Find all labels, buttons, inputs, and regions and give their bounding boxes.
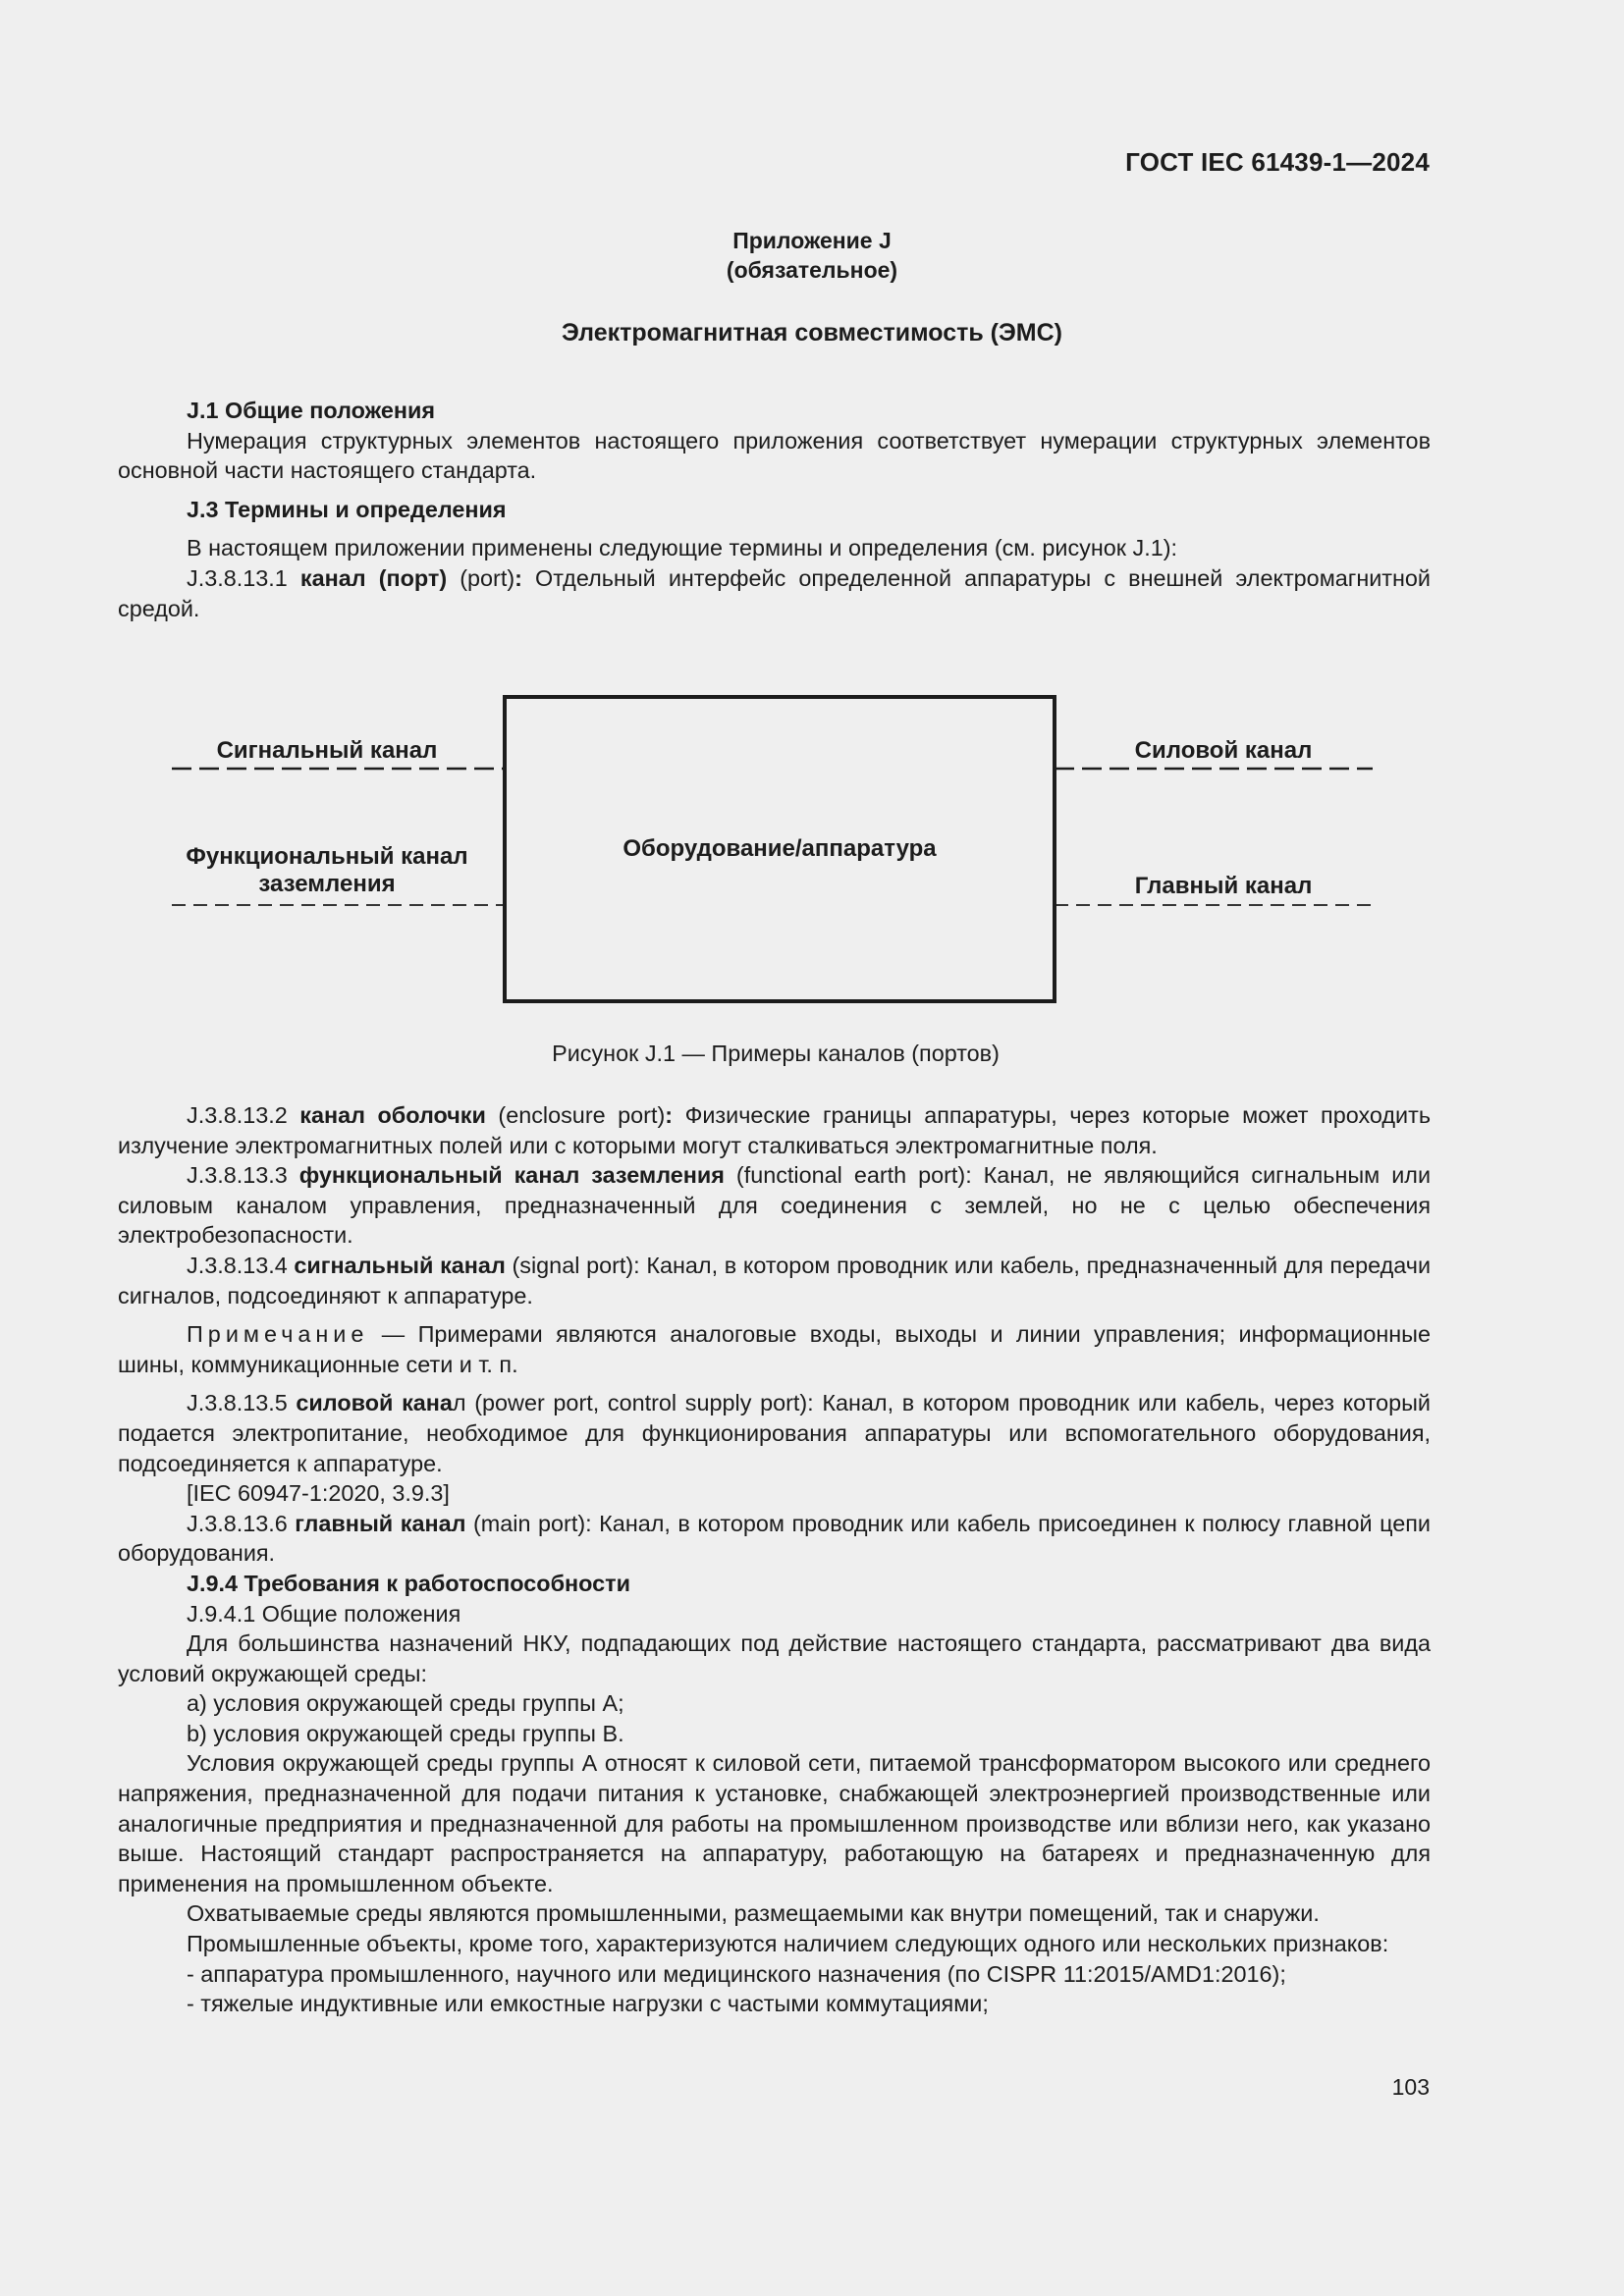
power-port-label: Силовой канал [1134,737,1313,764]
annex-status: (обязательное) [726,257,898,283]
page-number: 103 [1391,2074,1430,2100]
paragraph-j94-4: Промышленные объекты, кроме того, характеризуются наличием следующих одного или нескольких признаков: [187,1931,1389,1957]
dash-item-2: - тяжелые индуктивные или емкостные нагрузки с частыми коммутациями; [187,1991,989,2017]
body-block-1 [118,396,1431,623]
subsection-heading-j941: J.9.4.1 Общие положения [187,1600,461,1627]
figure-caption: Рисунок J.1 — Примеры каналов (портов) [552,1041,1000,1066]
signal-port-label: Сигнальный канал [216,737,438,764]
paragraph-j1: Нумерация структурных элементов настоящего приложения соответствует нумерации структурных элементов основной части настоящего стандарта. [118,427,1431,484]
section-heading-j1: J.1 Общие положения [187,398,436,423]
section-heading-j3: J.3 Термины и определения [187,496,507,522]
term-j3-8-13-3: J.3.8.13.3 функциональный канал заземления (functional earth port): Канал, не являющийся сигнальным или силовым каналом управления, предназначенный для соединения с землей, но не с целью обеспечения электробезопасности. [118,1162,1432,1249]
functional-earth-port-label-1: Функциональный канал [186,843,468,870]
note-text: — Примерами являются аналоговые входы, выходы и линии управления; информационные шины, коммуникационные сети и т. п. [118,1321,1431,1377]
functional-earth-port-label-2: заземления [258,871,396,897]
term-j3-8-13-5: J.3.8.13.5 силовой канал (power port, control supply port): Канал, в котором проводник или кабель, через который подается электропитание, необходимое для функционирования аппаратуры или вспомогательного оборудования, подсоединяется к аппаратуре. [118,1390,1431,1476]
dash-item-1: - аппаратура промышленного, научного или медицинского назначения (по CISPR 11:2015/AMD1:2016); [187,1960,1286,1987]
body-block-2 [118,1100,1431,2019]
figure-j1 [0,677,1624,1021]
annex-label: Приложение J [732,228,892,253]
port-diagram [0,677,1624,1021]
note-label: Примечание [187,1321,369,1348]
annex-title: Электромагнитная совместимость (ЭМС) [562,319,1062,347]
note-paragraph [118,1319,1431,1379]
standard-id: ГОСТ IEC 61439-1—2024 [1125,147,1430,177]
annex-heading [0,226,1624,285]
list-item-b: b) условия окружающей среды группы В. [187,1720,624,1746]
paragraph-j3-intro: В настоящем приложении применены следующие термины и определения (см. рисунок J.1): [187,535,1177,561]
equipment-label: Оборудование/аппаратура [623,835,937,862]
list-item-a: a) условия окружающей среды группы А; [187,1690,624,1717]
main-port-label: Главный канал [1134,873,1313,899]
term-j3-8-13-1: J.3.8.13.1 канал (порт) (port): Отдельный интерфейс определенной аппаратуры с внешней электромагнитной средой. [118,564,1432,621]
term-j3-8-13-6: J.3.8.13.6 главный канал (main port): Канал, в котором проводник или кабель присоединен к полюсу главной цепи оборудования. [118,1510,1431,1567]
section-heading-j94: J.9.4 Требования к работоспособности [187,1570,630,1596]
paragraph-j94-3: Охватываемые среды являются промышленными, размещаемыми как внутри помещений, так и снаружи. [187,1900,1320,1927]
term-j3-8-13-5-ref: [IEC 60947-1:2020, 3.9.3] [187,1480,450,1507]
term-j3-8-13-4: J.3.8.13.4 сигнальный канал (signal port): Канал, в котором проводник или кабель, предназначенный для передачи сигналов, подсоединяют к аппаратуре. [118,1252,1432,1308]
term-j3-8-13-2: J.3.8.13.2 канал оболочки (enclosure port): Физические границы аппаратуры, через которые может проходить излучение электромагнитных полей или с которыми могут сталкиваться электромагнитные поля. [118,1102,1431,1158]
paragraph-j94-1: Для большинства назначений НКУ, подпадающих под действие настоящего стандарта, рассматривают два вида условий окружающей среды: [118,1630,1431,1686]
paragraph-j94-2: Условия окружающей среды группы А относят к силовой сети, питаемой трансформатором высокого или среднего напряжения, предназначенной для подачи питания к установке, снабжающей электроэнергией производственные или аналогичные предприятия и предназначенной для работы на промышленном производстве или вблизи него, как указано выше. Настоящий стандарт распространяется на аппаратуру, работающую на батареях и предназначенную для применения на промышленном объекте. [118,1750,1431,1896]
